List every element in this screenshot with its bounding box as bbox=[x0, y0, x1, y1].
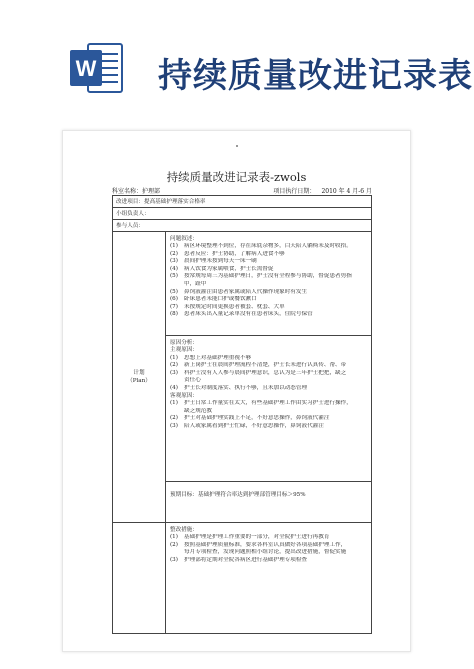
item-number: (4) bbox=[170, 384, 178, 391]
item-text: 按照基础护理质量标准，要求各科室认真做好各项基础护理工作， bbox=[184, 541, 347, 548]
item-number: (2) bbox=[170, 250, 178, 257]
leader-row bbox=[113, 208, 371, 220]
list-item bbox=[170, 258, 367, 266]
item-text: 病区环境整理不到位，存在床底杂物多，白天陪人躺椅未及时收拾。 bbox=[184, 243, 352, 249]
item-text: 陪人或家属看到护士忙碌，不好意思操作，鼻饲液代灌注 bbox=[184, 422, 324, 429]
list-item bbox=[170, 557, 367, 565]
department-label: 科室名称： bbox=[112, 188, 143, 195]
list-item bbox=[170, 542, 367, 550]
list-item bbox=[170, 304, 367, 312]
item-number: (2) bbox=[170, 415, 178, 422]
cause-heading: 原因分析： bbox=[170, 340, 198, 346]
item-text: 责任心 bbox=[184, 377, 201, 384]
item-text: 患者床头出入量记录单没有在患者床头，住院号保管 bbox=[184, 311, 313, 318]
item-number: (1) bbox=[170, 400, 178, 407]
svg-text:W: W bbox=[75, 56, 97, 81]
problem-list bbox=[170, 243, 367, 319]
project-row bbox=[113, 196, 371, 208]
list-item bbox=[170, 281, 367, 289]
item-text: 缺乏规范教 bbox=[184, 407, 212, 414]
item-number: (4) bbox=[170, 265, 178, 272]
item-text: 患者反应：护士协助，了解病人进食不够 bbox=[184, 250, 285, 257]
item-number: (8) bbox=[170, 311, 178, 318]
item-number: (2) bbox=[170, 362, 178, 369]
banner bbox=[0, 0, 474, 130]
item-text: 按常规每周三为基础护理日，护士没有全程参与协助，督促患者剪指 bbox=[184, 273, 352, 280]
period-value: 2010 年 4 月-6 月 bbox=[321, 188, 372, 195]
do-section bbox=[113, 523, 371, 633]
item-number: (5) bbox=[170, 273, 178, 280]
item-text: 未按规定时间更换患者被套、枕套、大单 bbox=[184, 303, 285, 310]
list-item bbox=[170, 289, 367, 297]
item-number: (1) bbox=[170, 354, 178, 361]
list-item bbox=[170, 370, 367, 378]
list-item bbox=[170, 296, 367, 304]
item-text: 每月专项检查，发现问题照相小组讨论，提出改进措施，督促实施 bbox=[184, 549, 347, 556]
banner-title: 持续质量改进记录表 bbox=[158, 56, 473, 96]
subject-heading: 主观原因： bbox=[170, 347, 198, 353]
list-item bbox=[170, 534, 367, 542]
participants-row bbox=[113, 220, 371, 232]
execution-period bbox=[267, 186, 372, 195]
item-text: 护理部将定期对全院各病区进行基础护理专项检查 bbox=[184, 556, 308, 563]
word-icon bbox=[68, 40, 126, 96]
item-number: (5) bbox=[170, 288, 178, 295]
list-item bbox=[170, 423, 367, 431]
item-text: 晨间护理未按到每天一床一刷 bbox=[184, 258, 257, 265]
document-page bbox=[62, 130, 411, 652]
list-item bbox=[170, 385, 367, 393]
list-item bbox=[170, 549, 367, 557]
plan-body bbox=[166, 232, 371, 522]
item-text: 思想上对基础护理重视不够 bbox=[184, 354, 252, 361]
item-text: 护士日常工作量实在太大，有些基础护理工作由实习护士进行操作， bbox=[184, 400, 352, 407]
item-text: 护士对基础护理实践上不足，不好意思操作，鼻饲液代灌注 bbox=[184, 415, 330, 422]
item-number: (3) bbox=[170, 369, 178, 376]
list-item bbox=[170, 362, 367, 370]
measures-heading: 整改措施： bbox=[170, 527, 198, 533]
item-number: (1) bbox=[170, 534, 178, 540]
list-item bbox=[170, 400, 367, 408]
leader-label: 小组负责人： bbox=[116, 211, 150, 217]
measures-list bbox=[170, 534, 367, 564]
plan-section bbox=[113, 232, 371, 523]
item-number: (7) bbox=[170, 303, 178, 310]
list-item bbox=[170, 408, 367, 416]
item-text: 鼻饲液灌注由患者家属或陪人代操作现象时有发生 bbox=[184, 288, 308, 295]
item-text: 基础护理是护理工作重要的一部分，对全院护士进行再教育 bbox=[184, 534, 330, 540]
plan-label-en: （Plan） bbox=[127, 378, 151, 384]
department-value: 护理部 bbox=[142, 188, 161, 195]
list-item bbox=[170, 243, 367, 251]
item-number: (6) bbox=[170, 296, 178, 303]
cause-section bbox=[166, 336, 371, 482]
list-item bbox=[170, 311, 367, 319]
item-text: 卧床患者未能口护或餐饮漱口 bbox=[184, 296, 257, 303]
item-number: (2) bbox=[170, 541, 178, 548]
plan-label-cn: 计划 bbox=[133, 370, 145, 376]
item-number: (1) bbox=[170, 243, 178, 249]
document-title: 持续质量改进记录表-zwols bbox=[166, 170, 307, 184]
item-number: (3) bbox=[170, 258, 178, 265]
target-section bbox=[166, 482, 371, 522]
project-label: 改进项目： bbox=[116, 199, 144, 205]
page-mark bbox=[236, 145, 238, 147]
item-number bbox=[170, 377, 184, 385]
list-item bbox=[170, 251, 367, 259]
item-number: (3) bbox=[170, 556, 178, 563]
list-item bbox=[170, 415, 367, 423]
plan-label bbox=[113, 232, 166, 522]
period-label: 项目执行日期： bbox=[273, 188, 316, 195]
list-item bbox=[170, 273, 367, 281]
item-number: (3) bbox=[170, 422, 178, 429]
item-text: 甲，趾甲 bbox=[184, 280, 207, 287]
participants-label: 参与人员： bbox=[116, 223, 144, 229]
department bbox=[112, 186, 160, 195]
measures-section bbox=[166, 523, 371, 633]
problem-heading: 问题叙述： bbox=[170, 236, 198, 242]
list-item bbox=[170, 355, 367, 363]
problem-section bbox=[166, 232, 371, 336]
item-text: 新上岗护士在晨间护理流程不清楚，护士长未进行认真传、帮、带 bbox=[184, 362, 347, 369]
list-item bbox=[170, 377, 367, 385]
list-item bbox=[170, 266, 367, 274]
object-cause-list bbox=[170, 400, 367, 430]
item-number bbox=[170, 549, 184, 557]
item-text: 科护士没有人人参与晨间护理意识，总认为是三年护士把把，缺乏 bbox=[184, 369, 347, 376]
target-label: 预期目标： bbox=[170, 492, 198, 498]
item-text: 护士长对制度落实、执行不够，且未加以动态管理 bbox=[184, 384, 308, 391]
item-number bbox=[170, 281, 184, 289]
item-text: 病人饮食为家属喂食，护士长需督促 bbox=[184, 265, 274, 272]
record-form bbox=[112, 195, 372, 634]
do-label-cell bbox=[113, 523, 166, 633]
target-value: 基础护理符合率达到护理部管理目标＞95% bbox=[197, 492, 306, 498]
project-value: 提高基础护理落实合格率 bbox=[143, 199, 206, 205]
object-heading: 客观原因： bbox=[170, 392, 198, 399]
subject-cause-list bbox=[170, 355, 367, 393]
